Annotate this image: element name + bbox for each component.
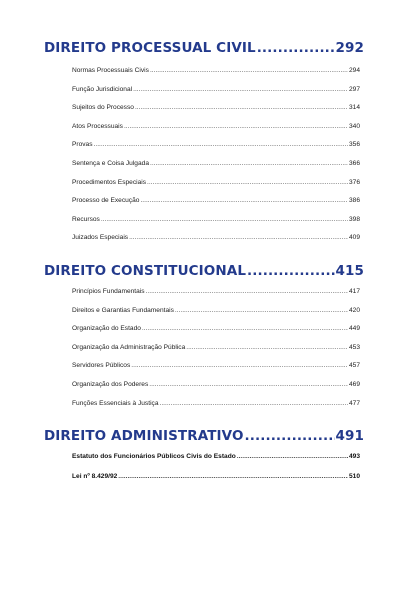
toc-entry[interactable] [72, 214, 360, 225]
dot-leader [133, 84, 348, 95]
section-entries [72, 65, 360, 243]
entry-page-number: 510 [348, 472, 360, 480]
entry-page-number: 398 [348, 215, 360, 223]
entry-title: Sentença e Coisa Julgada [72, 159, 149, 167]
entry-title: Direitos e Garantias Fundamentais [72, 306, 174, 314]
entry-page-number: 453 [348, 343, 360, 351]
toc-entry[interactable] [72, 121, 360, 132]
entry-page-number: 386 [348, 197, 360, 205]
section-entries [72, 286, 360, 409]
dot-leader [150, 158, 348, 169]
section-heading[interactable] [44, 262, 364, 280]
entry-title: Procedimentos Especiais [72, 178, 147, 186]
entry-title: Normas Processuais Civis [72, 67, 149, 74]
entry-page-number: 457 [348, 362, 360, 370]
toc-section-processual-civil [44, 39, 364, 243]
entry-page-number: 314 [348, 104, 360, 112]
toc-entry[interactable] [72, 102, 360, 113]
dot-leader [160, 398, 348, 409]
toc-entry[interactable] [72, 323, 360, 334]
toc-entry[interactable] [72, 65, 360, 76]
toc-section-constitucional [44, 262, 364, 409]
toc-entry[interactable] [72, 139, 360, 150]
dot-leader [140, 195, 348, 206]
section-heading[interactable] [44, 39, 364, 57]
dot-leader [94, 139, 348, 150]
entry-page-number: 356 [348, 141, 360, 149]
entry-title: Organização da Administração Pública [72, 343, 186, 351]
dot-leader [149, 379, 348, 390]
entry-page-number: 420 [348, 306, 360, 314]
entry-page-number: 469 [348, 380, 360, 388]
entry-page-number: 477 [348, 399, 360, 407]
entry-title: Sujeitos do Processo [72, 104, 134, 112]
dot-leader [247, 262, 334, 280]
section-page-number: 491 [335, 428, 364, 444]
toc-entry[interactable] [72, 471, 360, 482]
dot-leader [245, 427, 335, 445]
entry-title: Funções Essenciais à Justiça [72, 399, 159, 407]
dot-leader [147, 177, 348, 188]
entry-page-number: 366 [348, 159, 360, 167]
toc-entry[interactable] [72, 177, 360, 188]
toc-entry[interactable] [72, 451, 360, 462]
entry-title: Atos Processuais [72, 122, 123, 130]
entry-page-number: 294 [348, 67, 360, 74]
entry-page-number: 340 [348, 122, 360, 130]
entry-title: Juizados Especiais [72, 234, 129, 242]
dot-leader [175, 305, 348, 316]
section-title: DIREITO PROCESSUAL CIVIL [44, 40, 256, 56]
entry-title: Recursos [72, 215, 100, 223]
entry-page-number: 417 [348, 288, 360, 295]
toc-entry[interactable] [72, 398, 360, 409]
dot-leader [257, 39, 335, 57]
dot-leader [101, 214, 348, 225]
entry-page-number: 409 [348, 234, 360, 242]
entry-page-number: 449 [348, 325, 360, 333]
dot-leader [237, 451, 348, 462]
toc-entry[interactable] [72, 305, 360, 316]
toc-entry[interactable] [72, 286, 360, 297]
dot-leader [146, 286, 348, 297]
toc-entry[interactable] [72, 379, 360, 390]
entry-title: Servidores Públicos [72, 362, 131, 370]
toc-entry[interactable] [72, 158, 360, 169]
toc-entry[interactable] [72, 360, 360, 371]
toc-section-administrativo [44, 427, 364, 482]
section-entries [72, 451, 360, 482]
entry-title: Função Jurisdicional [72, 85, 133, 93]
section-title: DIREITO ADMINISTRATIVO [44, 428, 244, 444]
entry-title: Princípios Fundamentais [72, 288, 145, 295]
dot-leader [142, 323, 348, 334]
entry-title: Organização do Estado [72, 325, 141, 333]
section-heading[interactable] [44, 427, 364, 445]
dot-leader [135, 102, 348, 113]
entry-title: Processo de Execução [72, 197, 140, 205]
dot-leader [118, 471, 348, 482]
dot-leader [131, 360, 348, 371]
section-page-number: 292 [335, 40, 364, 56]
section-page-number: 415 [335, 263, 364, 279]
toc-entry[interactable] [72, 84, 360, 95]
dot-leader [186, 342, 348, 353]
entry-page-number: 493 [348, 453, 360, 460]
entry-title: Lei nº 8.429/92 [72, 472, 118, 480]
entry-title: Estatuto dos Funcionários Públicos Civis do Estado [72, 453, 236, 460]
dot-leader [150, 65, 348, 76]
entry-page-number: 297 [348, 85, 360, 93]
dot-leader [129, 232, 348, 243]
section-title: DIREITO CONSTITUCIONAL [44, 263, 247, 279]
toc-entry[interactable] [72, 232, 360, 243]
dot-leader [124, 121, 348, 132]
entry-page-number: 376 [348, 178, 360, 186]
toc-entry[interactable] [72, 342, 360, 353]
entry-title: Organização dos Poderes [72, 380, 149, 388]
entry-title: Provas [72, 141, 93, 149]
toc-entry[interactable] [72, 195, 360, 206]
